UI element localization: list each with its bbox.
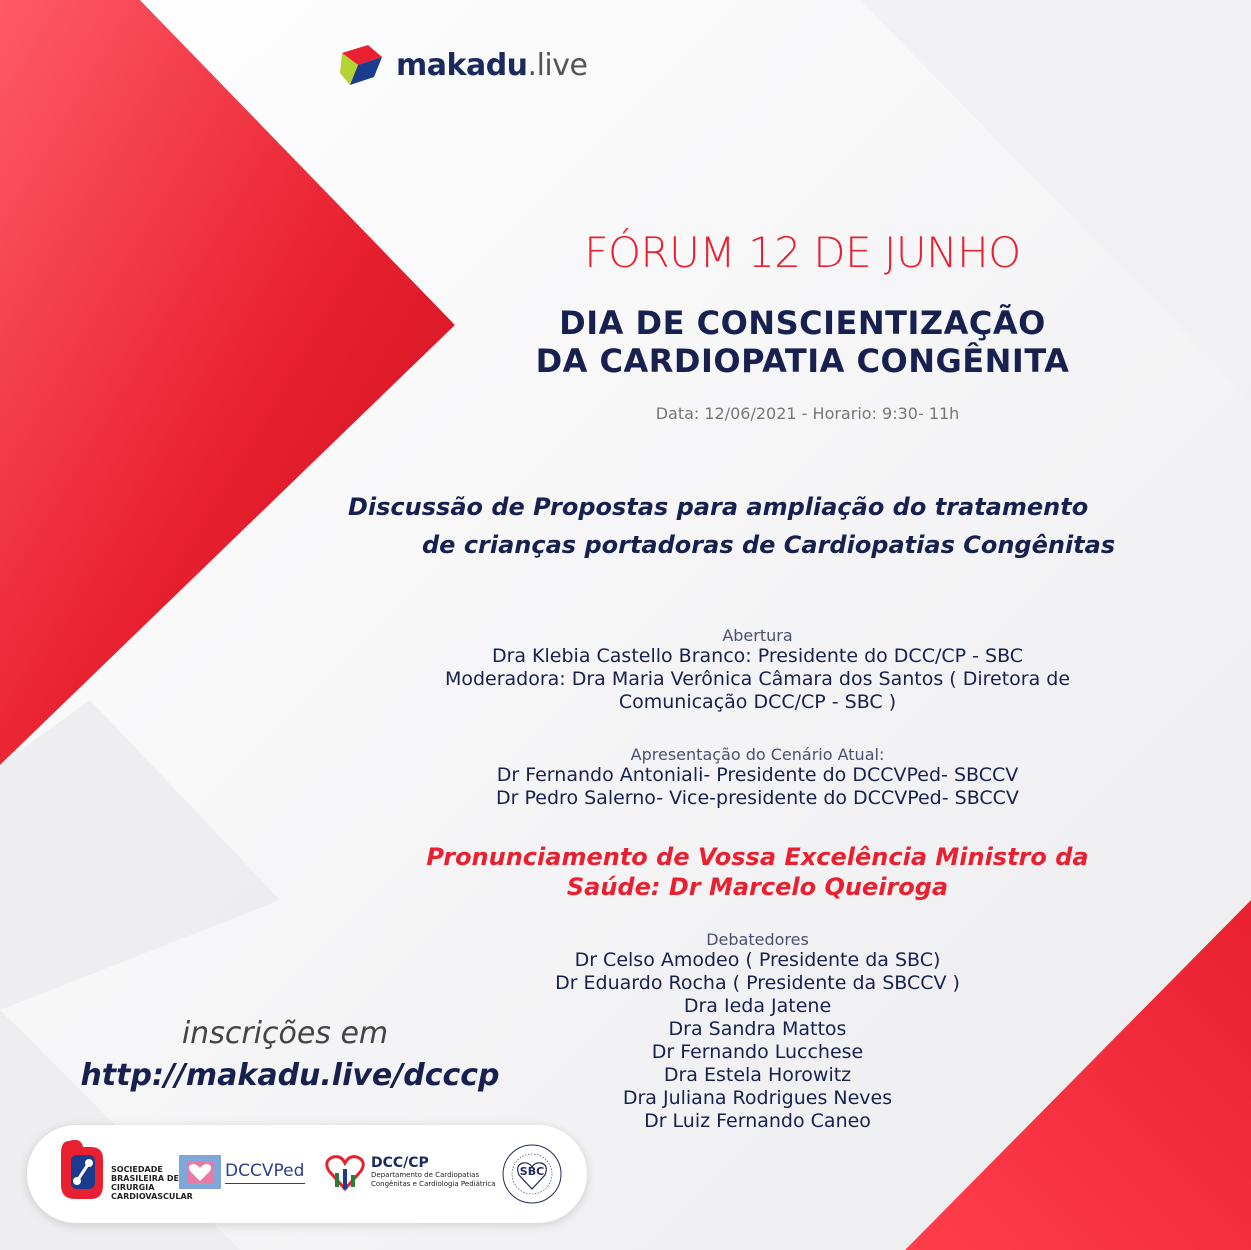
dccvped-name: DCCVPed	[225, 1160, 305, 1181]
dcccp-name: DCC/CP	[371, 1155, 429, 1171]
debatedor-item: Dr Celso Amodeo ( Presidente da SBC)	[574, 949, 941, 971]
registration-label: inscrições em	[181, 1016, 389, 1051]
sbccv-line2: BRASILEIRA DE	[111, 1174, 179, 1183]
discussion-line2: de crianças portadoras de Cardiopatias Congênitas	[422, 531, 1116, 559]
apresentacao-line2: Dr Pedro Salerno- Vice-presidente do DCCVPed- SBCCV	[496, 787, 1019, 809]
registration-link[interactable]: http://makadu.live/dcccp	[80, 1058, 500, 1093]
makadu-logo	[338, 40, 587, 90]
pronunciamento-line1: Pronunciamento de Vossa Excelência Ministro da	[426, 843, 1089, 871]
debatedor-item: Dr Eduardo Rocha ( Presidente da SBCCV )	[555, 972, 960, 994]
sbc-logo	[501, 1143, 563, 1205]
debatedor-item: Dra Juliana Rodrigues Neves	[622, 1087, 893, 1109]
sbccv-line3: CIRURGIA	[111, 1183, 155, 1192]
apresentacao-label: Apresentação do Cenário Atual:	[630, 745, 885, 764]
debatedor-item: Dr Fernando Lucchese	[651, 1041, 864, 1063]
debatedor-item: Dra Ieda Jatene	[683, 995, 832, 1017]
headline-line1: DIA DE CONSCIENTIZAÇÃO	[559, 304, 1046, 342]
pronunciamento-section	[340, 842, 1175, 902]
headline-line2: DA CARDIOPATIA CONGÊNITA	[535, 342, 1070, 380]
logo-suffix: .live	[527, 47, 588, 83]
apresentacao-line1: Dr Fernando Antoniali- Presidente do DCCVPed- SBCCV	[496, 764, 1019, 786]
date-line: Data: 12/06/2021 - Horario: 9:30- 11h	[655, 404, 960, 423]
dcccp-heart-icon	[323, 1149, 367, 1195]
abertura-line2: Moderadora: Dra Maria Verônica Câmara dos Santos ( Diretora de	[444, 668, 1071, 690]
abertura-section	[380, 626, 1135, 714]
apresentacao-section	[380, 745, 1135, 810]
debatedores-section	[470, 930, 1045, 1133]
forum-title: FÓRUM 12 DE JUNHO	[584, 228, 1021, 277]
discussion-topic	[330, 488, 1210, 564]
headline	[440, 304, 1165, 380]
sbccv-heart-icon	[57, 1135, 107, 1203]
sbccv-line4: CARDIOVASCULAR	[111, 1192, 193, 1201]
debatedor-item: Dra Estela Horowitz	[663, 1064, 852, 1086]
abertura-line1: Dra Klebia Castello Branco: Presidente do DCC/CP - SBC	[491, 645, 1024, 667]
dccvped-heart-icon	[179, 1155, 221, 1189]
pronunciamento-line2: Saúde: Dr Marcelo Queiroga	[566, 873, 949, 901]
debatedores-label: Debatedores	[706, 930, 809, 949]
dcccp-sub2: Congênitas e Cardiologia Pediátrica	[371, 1180, 496, 1188]
sbc-name: SBC	[519, 1165, 545, 1178]
abertura-label: Abertura	[722, 626, 793, 645]
logo-wordmark	[396, 48, 587, 83]
sbccv-logo	[57, 1135, 193, 1203]
abertura-line3: Comunicação DCC/CP - SBC )	[618, 691, 897, 713]
dccvped-logo	[179, 1155, 305, 1189]
discussion-line1: Discussão de Propostas para ampliação do tratamento	[348, 493, 1089, 521]
sbccv-line1: SOCIEDADE	[111, 1165, 163, 1174]
debatedor-item: Dr Luiz Fernando Caneo	[644, 1110, 871, 1132]
debatedor-item: Dra Sandra Mattos	[668, 1018, 847, 1040]
partners-bar	[27, 1125, 587, 1223]
logo-name: makadu	[396, 47, 528, 83]
dcccp-logo	[323, 1149, 496, 1195]
makadu-logo-icon	[338, 43, 386, 87]
dcccp-sub1: Departamento de Cardiopatias	[371, 1171, 480, 1179]
